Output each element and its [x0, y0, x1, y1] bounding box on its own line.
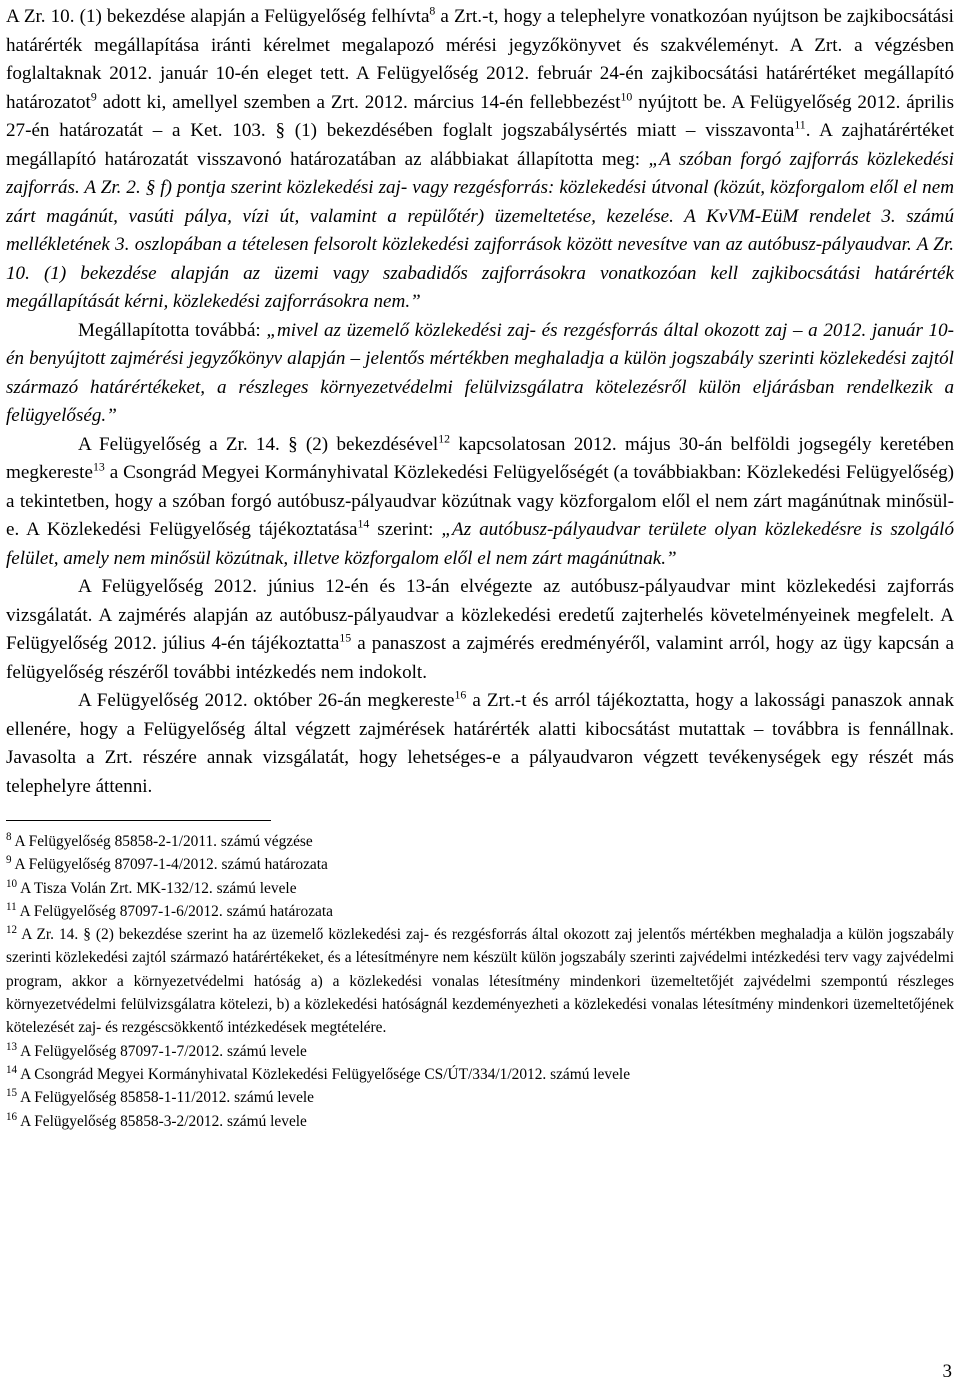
footnote-text: A Felügyelőség 87097-1-7/2012. számú levele — [17, 1042, 307, 1060]
paragraph: A Zr. 10. (1) bekezdése alapján a Felügyelőség felhívta$^8$ a Zrt.-t, hogy a telephelyre vonatkozóan nyújtson be zajkibocsátási határérték megállapítása iránti kérelmet megalapozó mérési jegyzőkönyvet és szakvéleményt. A Zrt. a végzésben foglaltaknak 2012. január 10-én eleget tett. A Felügyelőség 2012. február 24-én zajkibocsátási határértéket megállapító határozatot$^9$ adott ki, amellyel szemben a Zrt. 2012. március 14-én fellebbezést$^{10}$ nyújtott be. A Felügyelőség 2012. április 27-én határozatát – a Ket. 103. § (1) bekezdésében foglalt jogszabálysértés miatt – visszavonta$^{11}$. A zajhatárértéket megállapító határozatát visszavonó határozatában az alábbiakat állapította meg: „A szóban forgó zajforrás közlekedési zajforrás. A Zr. 2. § f) pontja szerint közlekedési zaj- vagy rezgésforrás: közlekedési útvonal (közút, közforgalom elől el nem zárt magánút, vasúti pálya, vízi út, valamint a repülőtér) üzemeltetése, kezelése. A KvVM-EüM rendelet 3. számú mellékletének 3. oszlopában a tételesen felsorolt közlekedési zajforrások között nevesítve van az autóbusz-pályaudvar. A Zr. 10. (1) bekezdése alapján az üzemi vagy szabadidős zajforrásokra vonatkozóan kell zajkibocsátási határérték megállapítását kérni, közlekedési zajforrásokra nem.” — [6, 3, 954, 312]
footnote-number: 8 — [6, 830, 12, 843]
footnote-text: A Felügyelőség 85858-3-2/2012. számú levele — [17, 1112, 307, 1130]
footnote-text: A Felügyelőség 85858-1-11/2012. számú levele — [17, 1089, 315, 1107]
footnote-text: A Csongrád Megyei Kormányhivatal Közlekedési Felügyelősége CS/ÚT/334/1/2012. számú levele — [17, 1065, 631, 1083]
footnote — [6, 1040, 954, 1063]
footnote-text: A Felügyelőség 85858-2-1/2011. számú végzése — [11, 833, 313, 850]
footnote — [6, 1110, 954, 1133]
footnote-text: A Zr. 14. § (2) bekezdése szerint ha az üzemelő közlekedési zaj- és rezgésforrás által okozott zaj jelentős mértékben meghaladja a külön jogszabály szerinti közlekedési zajtól származó határértékeket, és a létesítményre nem készült külön jogszabály szerinti zajvédelmi intézkedési terv vagy zajvédelmi program, akkor a környezetvédelmi hatóság a) a közlekedési vonalas létesítmény mindenkori üzemeltetőjét zajvédelmi szempontú részleges környezetvédelmi felülvizsgálatra kötelezi, b) a közlekedési hatóságnál kezdeményezheti a közlekedési vonalas létesítmény mindenkori üzemeltetőjének kötelezését zaj- és rezgéscsökkentő intézkedések megtételére. — [6, 926, 954, 1037]
footnote-text: A Felügyelőség 87097-1-4/2012. számú határozata — [11, 856, 328, 874]
footnote-number: 15 — [6, 1087, 18, 1100]
paragraph: A Felügyelőség 2012. június 12-én és 13-án elvégezte az autóbusz-pályaudvar mint közlekedési zajforrás vizsgálatát. A zajmérés alapján az autóbusz-pályaudvar a közlekedési eredetű zajterhelés követelményeinek megfelelt. A Felügyelőség 2012. július 4-én tájékoztatta$^{15}$ a panaszost a zajmérés eredményéről, valamint arról, hogy az ügy kapcsán a felügyelőség részéről további intézkedés nem indokolt. — [6, 576, 954, 683]
paragraph: Megállapította továbbá: „mivel az üzemelő közlekedési zaj- és rezgésforrás által okozott zaj – a 2012. január 10-én benyújtott zajmérési jegyzőkönyv alapján – jelentős mértékben meghaladja a külön jogszabály szerinti közlekedési zajtól származó határértékeket, a részleges környezetvédelmi felülvizsgálatra kötelezésről külön eljárásban rendelkezik a felügyelőség.” — [6, 319, 954, 426]
page-number: 3 — [942, 1361, 952, 1382]
footnote-number: 14 — [6, 1063, 18, 1076]
footnote-number: 9 — [6, 854, 12, 867]
footnote — [6, 853, 954, 876]
footnote-number: 13 — [6, 1040, 18, 1053]
footnote-number: 16 — [6, 1110, 18, 1123]
footnote — [6, 1086, 954, 1109]
footnote-text: A Tisza Volán Zrt. MK-132/12. számú levele — [17, 879, 297, 897]
footnote-number: 10 — [6, 877, 18, 890]
footnotes — [6, 830, 954, 1133]
footnote-number: 11 — [6, 900, 17, 913]
footnote — [6, 830, 954, 853]
footnote — [6, 877, 954, 900]
footnote — [6, 900, 954, 923]
footnote-separator — [6, 820, 271, 821]
footnote-number: 12 — [6, 924, 18, 937]
footnote — [6, 923, 954, 1039]
body-text — [6, 3, 954, 801]
footnote — [6, 1063, 954, 1086]
paragraph: A Felügyelőség 2012. október 26-án megkereste$^{16}$ a Zrt.-t és arról tájékoztatta, hogy a lakossági panaszok annak ellenére, hogy a Felügyelőség által végzett zajmérések határérték alatti kibocsátást mutattak – továbbra is fennállnak. Javasolta a Zrt. részére annak vizsgálatát, hogy lehetséges-e a pályaudvaron végzett tevékenységek egy részét más telephelyre áttenni. — [6, 687, 954, 797]
paragraph: A Felügyelőség a Zr. 14. § (2) bekezdésével$^{12}$ kapcsolatosan 2012. május 30-án belföldi jogsegély keretében megkereste$^{13}$ a Csongrád Megyei Kormányhivatal Közlekedési Felügyelőségét (a továbbiakban: Közlekedési Felügyelőség) a tekintetben, hogy a szóban forgó autóbusz-pályaudvar közútnak vagy közforgalom elől el nem zárt magánútnak minősül-e. A Közlekedési Felügyelőség tájékoztatása$^{14}$ szerint: „Az autóbusz-pályaudvar területe olyan közlekedésre is szolgáló felület, amely nem minősül közútnak, illetve közforgalom elől el nem zárt magánútnak.” — [6, 431, 954, 569]
footnote-text: A Felügyelőség 87097-1-6/2012. számú határozata — [16, 902, 333, 920]
